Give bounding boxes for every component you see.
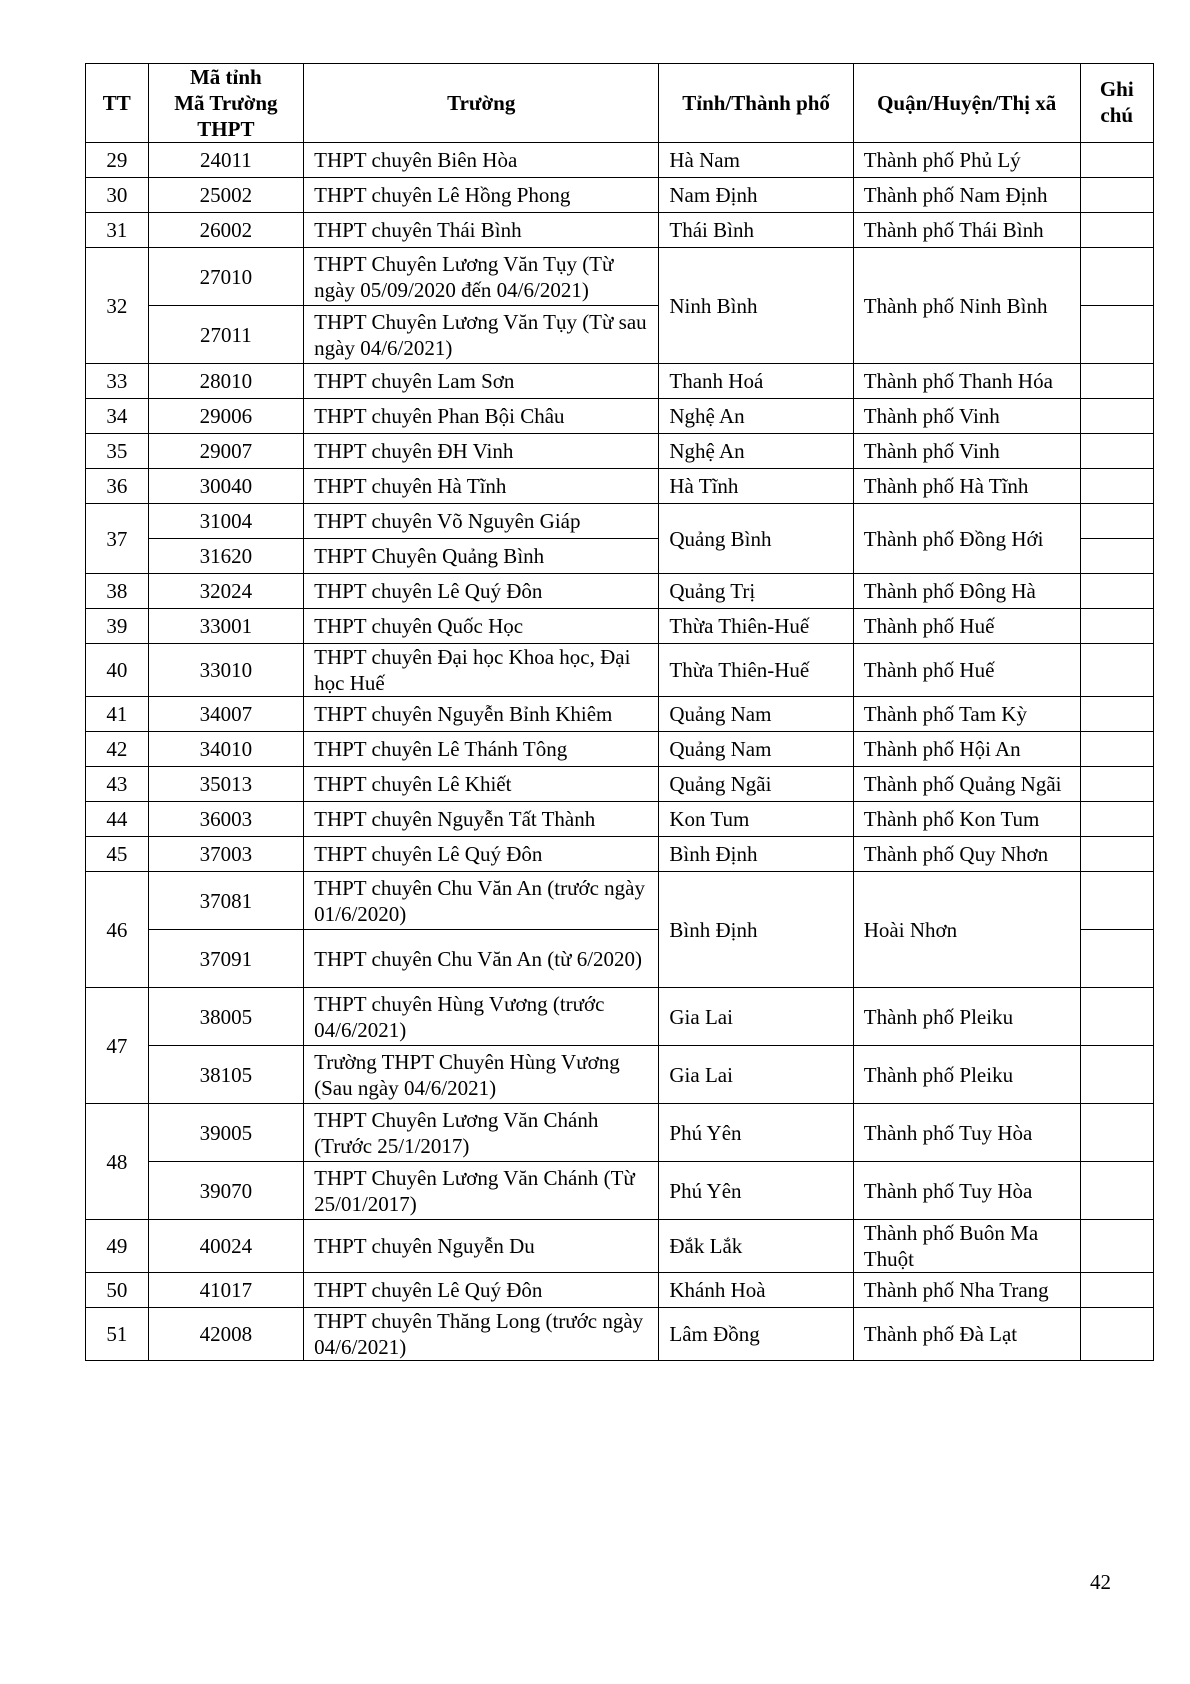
school-code: 31004 bbox=[148, 504, 304, 539]
district: Thành phố Huế bbox=[853, 609, 1080, 644]
district: Thành phố Thanh Hóa bbox=[853, 364, 1080, 399]
table-row bbox=[86, 988, 1154, 1046]
school-name: THPT chuyên Lê Thánh Tông bbox=[304, 732, 659, 767]
province: Hà Nam bbox=[659, 143, 853, 178]
school-name: THPT chuyên Nguyễn Du bbox=[304, 1220, 659, 1273]
school-name: Trường THPT Chuyên Hùng Vương (Sau ngày 04/6/2021) bbox=[304, 1046, 659, 1104]
school-name: THPT chuyên Chu Văn An (từ 6/2020) bbox=[304, 930, 659, 988]
school-name: THPT chuyên Nguyễn Bỉnh Khiêm bbox=[304, 697, 659, 732]
province: Nghệ An bbox=[659, 399, 853, 434]
province: Thừa Thiên-Huế bbox=[659, 609, 853, 644]
school-name: THPT chuyên Hùng Vương (trước 04/6/2021) bbox=[304, 988, 659, 1046]
school-name: THPT chuyên Hà Tĩnh bbox=[304, 469, 659, 504]
note bbox=[1080, 767, 1153, 802]
province: Phú Yên bbox=[659, 1104, 853, 1162]
table-body bbox=[86, 143, 1154, 1361]
school-name: THPT Chuyên Quảng Bình bbox=[304, 539, 659, 574]
school-name: THPT chuyên Lê Quý Đôn bbox=[304, 574, 659, 609]
table-row bbox=[86, 213, 1154, 248]
school-code: 42008 bbox=[148, 1308, 304, 1361]
school-code: 40024 bbox=[148, 1220, 304, 1273]
school-code: 38105 bbox=[148, 1046, 304, 1104]
school-name: THPT chuyên Biên Hòa bbox=[304, 143, 659, 178]
note bbox=[1080, 504, 1153, 539]
header-note-line-1: Ghi bbox=[1099, 77, 1134, 101]
school-code: 34010 bbox=[148, 732, 304, 767]
header-note-line-2: chú bbox=[1100, 103, 1134, 127]
row-tt: 42 bbox=[86, 732, 149, 767]
header-row bbox=[86, 64, 1154, 143]
note bbox=[1080, 539, 1153, 574]
province: Phú Yên bbox=[659, 1162, 853, 1220]
district: Thành phố Hội An bbox=[853, 732, 1080, 767]
table-row bbox=[86, 644, 1154, 697]
province: Bình Định bbox=[659, 837, 853, 872]
province: Quảng Nam bbox=[659, 732, 853, 767]
school-name: THPT chuyên Lê Quý Đôn bbox=[304, 837, 659, 872]
table-row bbox=[86, 609, 1154, 644]
district: Thành phố Quảng Ngãi bbox=[853, 767, 1080, 802]
note bbox=[1080, 1162, 1153, 1220]
school-name: THPT chuyên Lê Hồng Phong bbox=[304, 178, 659, 213]
school-code: 24011 bbox=[148, 143, 304, 178]
district: Thành phố Tuy Hòa bbox=[853, 1162, 1080, 1220]
note bbox=[1080, 213, 1153, 248]
note bbox=[1080, 178, 1153, 213]
table-row bbox=[86, 837, 1154, 872]
note bbox=[1080, 988, 1153, 1046]
table-row bbox=[86, 143, 1154, 178]
province: Thừa Thiên-Huế bbox=[659, 644, 853, 697]
district: Thành phố Hà Tĩnh bbox=[853, 469, 1080, 504]
note bbox=[1080, 872, 1153, 930]
district: Thành phố Tuy Hòa bbox=[853, 1104, 1080, 1162]
district: Thành phố Đà Lạt bbox=[853, 1308, 1080, 1361]
row-tt: 51 bbox=[86, 1308, 149, 1361]
province: Kon Tum bbox=[659, 802, 853, 837]
row-tt: 41 bbox=[86, 697, 149, 732]
header-note bbox=[1080, 64, 1153, 143]
district: Thành phố Ninh Bình bbox=[853, 248, 1080, 364]
note bbox=[1080, 837, 1153, 872]
row-tt: 35 bbox=[86, 434, 149, 469]
district: Thành phố Tam Kỳ bbox=[853, 697, 1080, 732]
school-code: 25002 bbox=[148, 178, 304, 213]
school-name: THPT Chuyên Lương Văn Tụy (Từ sau ngày 04/6/2021) bbox=[304, 306, 659, 364]
page-number: 42 bbox=[1090, 1570, 1111, 1594]
district: Thành phố Nam Định bbox=[853, 178, 1080, 213]
note bbox=[1080, 930, 1153, 988]
note bbox=[1080, 469, 1153, 504]
row-tt: 48 bbox=[86, 1104, 149, 1220]
school-code: 37091 bbox=[148, 930, 304, 988]
row-tt: 43 bbox=[86, 767, 149, 802]
district: Thành phố Buôn Ma Thuột bbox=[853, 1220, 1080, 1273]
school-code: 28010 bbox=[148, 364, 304, 399]
note bbox=[1080, 644, 1153, 697]
table-row bbox=[86, 399, 1154, 434]
note bbox=[1080, 574, 1153, 609]
header-code-line-2: Mã Trường bbox=[174, 91, 278, 115]
school-code: 33010 bbox=[148, 644, 304, 697]
header-code bbox=[148, 64, 304, 143]
district: Thành phố Thái Bình bbox=[853, 213, 1080, 248]
note bbox=[1080, 697, 1153, 732]
school-code: 30040 bbox=[148, 469, 304, 504]
district: Hoài Nhơn bbox=[853, 872, 1080, 988]
note bbox=[1080, 1308, 1153, 1361]
note bbox=[1080, 802, 1153, 837]
table-row bbox=[86, 732, 1154, 767]
note bbox=[1080, 1273, 1153, 1308]
province: Gia Lai bbox=[659, 1046, 853, 1104]
school-code: 26002 bbox=[148, 213, 304, 248]
table-row bbox=[86, 1046, 1154, 1104]
row-tt: 32 bbox=[86, 248, 149, 364]
school-code: 38005 bbox=[148, 988, 304, 1046]
table-row bbox=[86, 178, 1154, 213]
school-code: 37003 bbox=[148, 837, 304, 872]
note bbox=[1080, 434, 1153, 469]
row-tt: 47 bbox=[86, 988, 149, 1104]
table-row bbox=[86, 767, 1154, 802]
note bbox=[1080, 1104, 1153, 1162]
header-district: Quận/Huyện/Thị xã bbox=[853, 64, 1080, 143]
school-name: THPT chuyên Lê Quý Đôn bbox=[304, 1273, 659, 1308]
province: Lâm Đồng bbox=[659, 1308, 853, 1361]
note bbox=[1080, 609, 1153, 644]
school-code: 27011 bbox=[148, 306, 304, 364]
province: Thái Bình bbox=[659, 213, 853, 248]
table-row bbox=[86, 364, 1154, 399]
row-tt: 45 bbox=[86, 837, 149, 872]
row-tt: 33 bbox=[86, 364, 149, 399]
table-row bbox=[86, 1162, 1154, 1220]
row-tt: 36 bbox=[86, 469, 149, 504]
province: Quảng Ngãi bbox=[659, 767, 853, 802]
row-tt: 50 bbox=[86, 1273, 149, 1308]
table-row bbox=[86, 504, 1154, 539]
school-code: 29007 bbox=[148, 434, 304, 469]
province: Ninh Bình bbox=[659, 248, 853, 364]
row-tt: 49 bbox=[86, 1220, 149, 1273]
district: Thành phố Nha Trang bbox=[853, 1273, 1080, 1308]
header-code-line-3: THPT bbox=[197, 117, 255, 141]
school-name: THPT chuyên Lam Sơn bbox=[304, 364, 659, 399]
note bbox=[1080, 732, 1153, 767]
row-tt: 40 bbox=[86, 644, 149, 697]
province: Bình Định bbox=[659, 872, 853, 988]
header-school: Trường bbox=[304, 64, 659, 143]
school-code: 29006 bbox=[148, 399, 304, 434]
row-tt: 44 bbox=[86, 802, 149, 837]
district: Thành phố Vinh bbox=[853, 434, 1080, 469]
row-tt: 31 bbox=[86, 213, 149, 248]
table-row bbox=[86, 469, 1154, 504]
province: Nam Định bbox=[659, 178, 853, 213]
province: Hà Tĩnh bbox=[659, 469, 853, 504]
province: Khánh Hoà bbox=[659, 1273, 853, 1308]
school-name: THPT Chuyên Lương Văn Tụy (Từ ngày 05/09/2020 đến 04/6/2021) bbox=[304, 248, 659, 306]
table-row bbox=[86, 1104, 1154, 1162]
school-name: THPT Chuyên Lương Văn Chánh (Từ 25/01/2017) bbox=[304, 1162, 659, 1220]
schools-table bbox=[85, 63, 1154, 1361]
district: Thành phố Vinh bbox=[853, 399, 1080, 434]
school-name: THPT chuyên Đại học Khoa học, Đại học Huế bbox=[304, 644, 659, 697]
note bbox=[1080, 306, 1153, 364]
district: Thành phố Pleiku bbox=[853, 1046, 1080, 1104]
row-tt: 38 bbox=[86, 574, 149, 609]
table-row bbox=[86, 434, 1154, 469]
note bbox=[1080, 1046, 1153, 1104]
province: Quảng Bình bbox=[659, 504, 853, 574]
district: Thành phố Quy Nhơn bbox=[853, 837, 1080, 872]
note bbox=[1080, 143, 1153, 178]
note bbox=[1080, 248, 1153, 306]
school-code: 31620 bbox=[148, 539, 304, 574]
note bbox=[1080, 1220, 1153, 1273]
table-row bbox=[86, 248, 1154, 306]
school-code: 39070 bbox=[148, 1162, 304, 1220]
school-code: 36003 bbox=[148, 802, 304, 837]
table-row bbox=[86, 872, 1154, 930]
district: Thành phố Pleiku bbox=[853, 988, 1080, 1046]
school-code: 32024 bbox=[148, 574, 304, 609]
province: Quảng Trị bbox=[659, 574, 853, 609]
header-province: Tỉnh/Thành phố bbox=[659, 64, 853, 143]
table-row bbox=[86, 1273, 1154, 1308]
school-name: THPT chuyên ĐH Vinh bbox=[304, 434, 659, 469]
school-name: THPT chuyên Phan Bội Châu bbox=[304, 399, 659, 434]
province: Thanh Hoá bbox=[659, 364, 853, 399]
table-row bbox=[86, 697, 1154, 732]
school-code: 33001 bbox=[148, 609, 304, 644]
school-code: 34007 bbox=[148, 697, 304, 732]
note bbox=[1080, 364, 1153, 399]
school-code: 39005 bbox=[148, 1104, 304, 1162]
school-name: THPT chuyên Lê Khiết bbox=[304, 767, 659, 802]
school-code: 27010 bbox=[148, 248, 304, 306]
school-name: THPT chuyên Nguyễn Tất Thành bbox=[304, 802, 659, 837]
district: Thành phố Đông Hà bbox=[853, 574, 1080, 609]
school-name: THPT chuyên Võ Nguyên Giáp bbox=[304, 504, 659, 539]
school-name: THPT chuyên Quốc Học bbox=[304, 609, 659, 644]
school-name: THPT chuyên Chu Văn An (trước ngày 01/6/2020) bbox=[304, 872, 659, 930]
row-tt: 39 bbox=[86, 609, 149, 644]
province: Nghệ An bbox=[659, 434, 853, 469]
table-row bbox=[86, 802, 1154, 837]
table-row bbox=[86, 1220, 1154, 1273]
row-tt: 46 bbox=[86, 872, 149, 988]
district: Thành phố Kon Tum bbox=[853, 802, 1080, 837]
province: Gia Lai bbox=[659, 988, 853, 1046]
header-tt: TT bbox=[86, 64, 149, 143]
district: Thành phố Phủ Lý bbox=[853, 143, 1080, 178]
province: Đắk Lắk bbox=[659, 1220, 853, 1273]
note bbox=[1080, 399, 1153, 434]
school-code: 37081 bbox=[148, 872, 304, 930]
district: Thành phố Đồng Hới bbox=[853, 504, 1080, 574]
row-tt: 30 bbox=[86, 178, 149, 213]
district: Thành phố Huế bbox=[853, 644, 1080, 697]
header-code-line-1: Mã tỉnh bbox=[189, 65, 262, 89]
school-name: THPT chuyên Thái Bình bbox=[304, 213, 659, 248]
province: Quảng Nam bbox=[659, 697, 853, 732]
table-row bbox=[86, 1308, 1154, 1361]
table-row bbox=[86, 574, 1154, 609]
row-tt: 34 bbox=[86, 399, 149, 434]
school-code: 35013 bbox=[148, 767, 304, 802]
school-name: THPT chuyên Thăng Long (trước ngày 04/6/2021) bbox=[304, 1308, 659, 1361]
row-tt: 29 bbox=[86, 143, 149, 178]
school-code: 41017 bbox=[148, 1273, 304, 1308]
school-name: THPT Chuyên Lương Văn Chánh (Trước 25/1/2017) bbox=[304, 1104, 659, 1162]
row-tt: 37 bbox=[86, 504, 149, 574]
